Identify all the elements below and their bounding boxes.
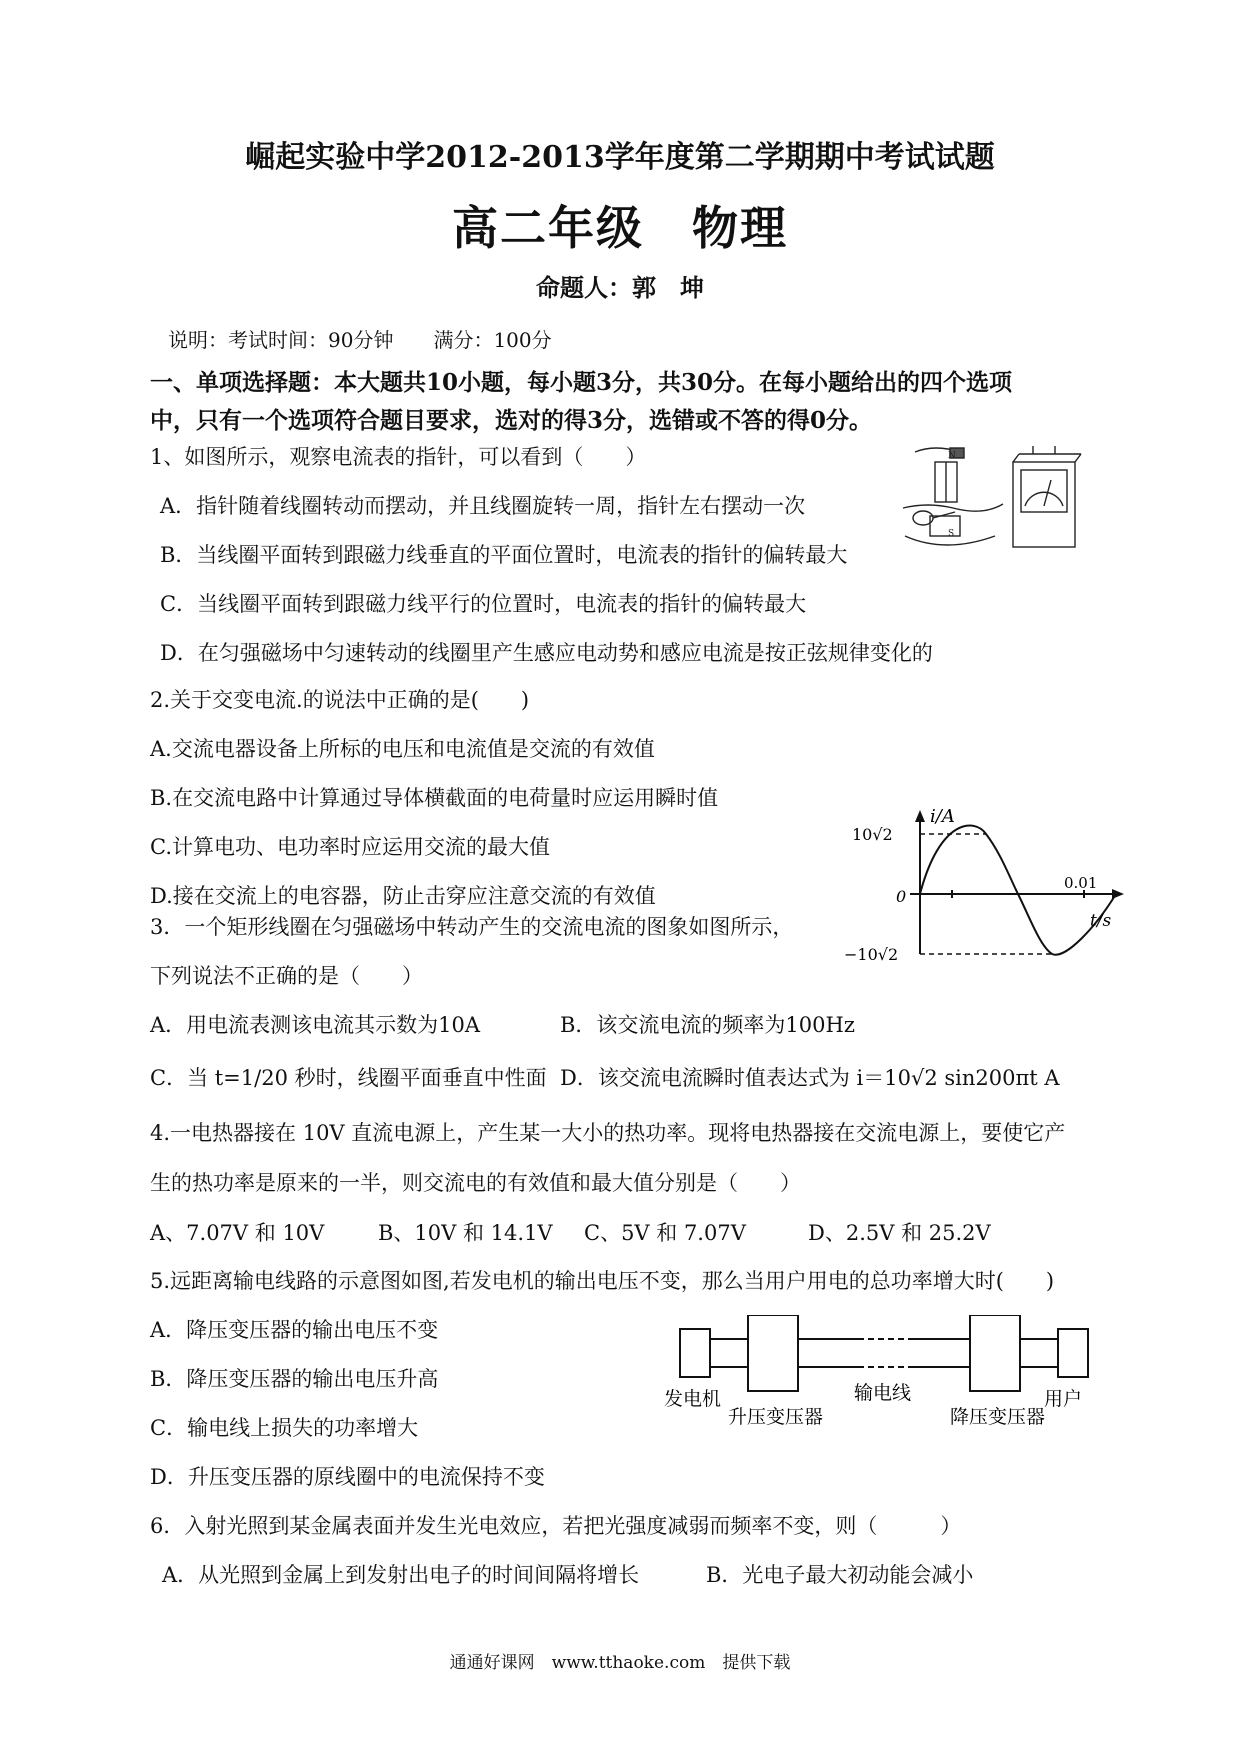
q2-option-b: B.在交流电路中计算通过导体横截面的电荷量时应运用瞬时值 [150,786,719,810]
q2-option-a: A.交流电器设备上所标的电压和电流值是交流的有效值 [150,737,655,761]
q3-option-a: A．用电流表测该电流其示数为10A [150,1013,481,1037]
q3-option-d: D．该交流电流瞬时值表达式为 i＝10√2 sin200πt A [560,1066,1060,1090]
section-heading-line2: 中，只有一个选项符合题目要求，选对的得3分，选错或不答的得0分。 [150,407,873,434]
svg-text:N: N [948,451,956,461]
x-tick-label: 0.01 [1064,874,1098,892]
q2-option-d: D.接在交流上的电容器，防止击穿应注意交流的有效值 [150,884,656,908]
q3-stem-line2: 下列说法不正确的是（ ） [150,964,423,988]
q6-stem: 6．入射光照到某金属表面并发生光电效应，若把光强度减弱而频率不变，则（ ） [150,1514,962,1538]
q4-stem-line1: 4.一电热器接在 10V 直流电源上，产生某一大小的热功率。现将电热器接在交流电源上，要使它产 [150,1121,1066,1145]
y-max-label: 10√2 [852,825,893,844]
user-box [1058,1329,1088,1377]
q4-option-d: D、2.5V 和 25.2V [808,1221,991,1245]
q1-stem: 1、如图所示，观察电流表的指针，可以看到（ ） [150,445,647,469]
svg-text:S: S [948,529,955,539]
q5-stem: 5.远距离输电线路的示意图如图,若发电机的输出电压不变，那么当用户用电的总功率增大时( ) [150,1269,1055,1293]
q3-stem-line1: 3．一个矩形线圈在匀强磁场中转动产生的交流电流的图象如图所示， [150,915,794,939]
q5-option-b: B．降压变压器的输出电压升高 [150,1367,439,1391]
origin-label: 0 [896,887,907,906]
page-footer: 通通好课网 www.tthaoke.com 提供下载 [449,1653,791,1673]
q6-option-a: A．从光照到金属上到发射出电子的时间间隔将增长 [162,1563,640,1587]
y-axis-label: i/A [930,808,955,827]
q4-option-c: C、5V 和 7.07V [584,1221,746,1245]
generator-ammeter-figure [895,440,1085,560]
step-up-transformer-box [748,1315,798,1391]
step-up-label: 升压变压器 [728,1406,824,1428]
q5-option-c: C．输电线上损失的功率增大 [150,1416,419,1440]
line-label: 输电线 [854,1382,912,1404]
q3-option-b: B．该交流电流的频率为100Hz [560,1013,855,1037]
q1-option-c: C．当线圈平面转到跟磁力线平行的位置时，电流表的指针的偏转最大 [160,592,807,616]
q4-option-b: B、10V 和 14.1V [378,1221,553,1245]
author-line: 命题人：郭 坤 [536,273,704,302]
q5-option-d: D．升压变压器的原线圈中的电流保持不变 [150,1465,545,1489]
q4-stem-line2: 生的热功率是原来的一半，则交流电的有效值和最大值分别是（ ） [150,1171,801,1195]
exam-note: 说明：考试时间：90分钟 满分：100分 [168,328,552,352]
q5-option-a: A．降压变压器的输出电压不变 [150,1318,439,1342]
y-min-label: −10√2 [844,945,899,964]
q2-stem: 2.关于交变电流.的说法中正确的是( ) [150,688,530,712]
x-axis-label: t/s [1090,911,1112,931]
q6-option-b: B．光电子最大初动能会减小 [706,1563,974,1587]
generator-label: 发电机 [664,1388,722,1410]
q1-option-a: A．指针随着线圈转动而摆动，并且线圈旋转一周，指针左右摆动一次 [160,494,806,518]
subject-title: 高二年级 物理 [452,201,788,255]
q1-option-b: B．当线圈平面转到跟磁力线垂直的平面位置时，电流表的指针的偏转最大 [160,543,848,567]
section-heading-line1: 一、单项选择题：本大题共10小题，每小题3分，共30分。在每小题给出的四个选项 [150,369,1013,396]
transmission-diagram [660,1315,1100,1430]
q4-option-a: A、7.07V 和 10V [150,1221,325,1245]
user-label: 用户 [1044,1388,1083,1410]
q3-option-c: C．当 t=1/20 秒时，线圈平面垂直中性面 [150,1066,547,1090]
q1-option-d: D．在匀强磁场中匀速转动的线圈里产生感应电动势和感应电流是按正弦规律变化的 [160,641,933,665]
generator-box [680,1329,710,1377]
step-down-label: 降压变压器 [950,1406,1046,1428]
exam-title: 崛起实验中学2012-2013学年度第二学期期中考试试题 [245,140,995,175]
step-down-transformer-box [970,1315,1020,1391]
q2-option-c: C.计算电功、电功率时应运用交流的最大值 [150,835,550,859]
current-waveform-graph [840,808,1130,968]
